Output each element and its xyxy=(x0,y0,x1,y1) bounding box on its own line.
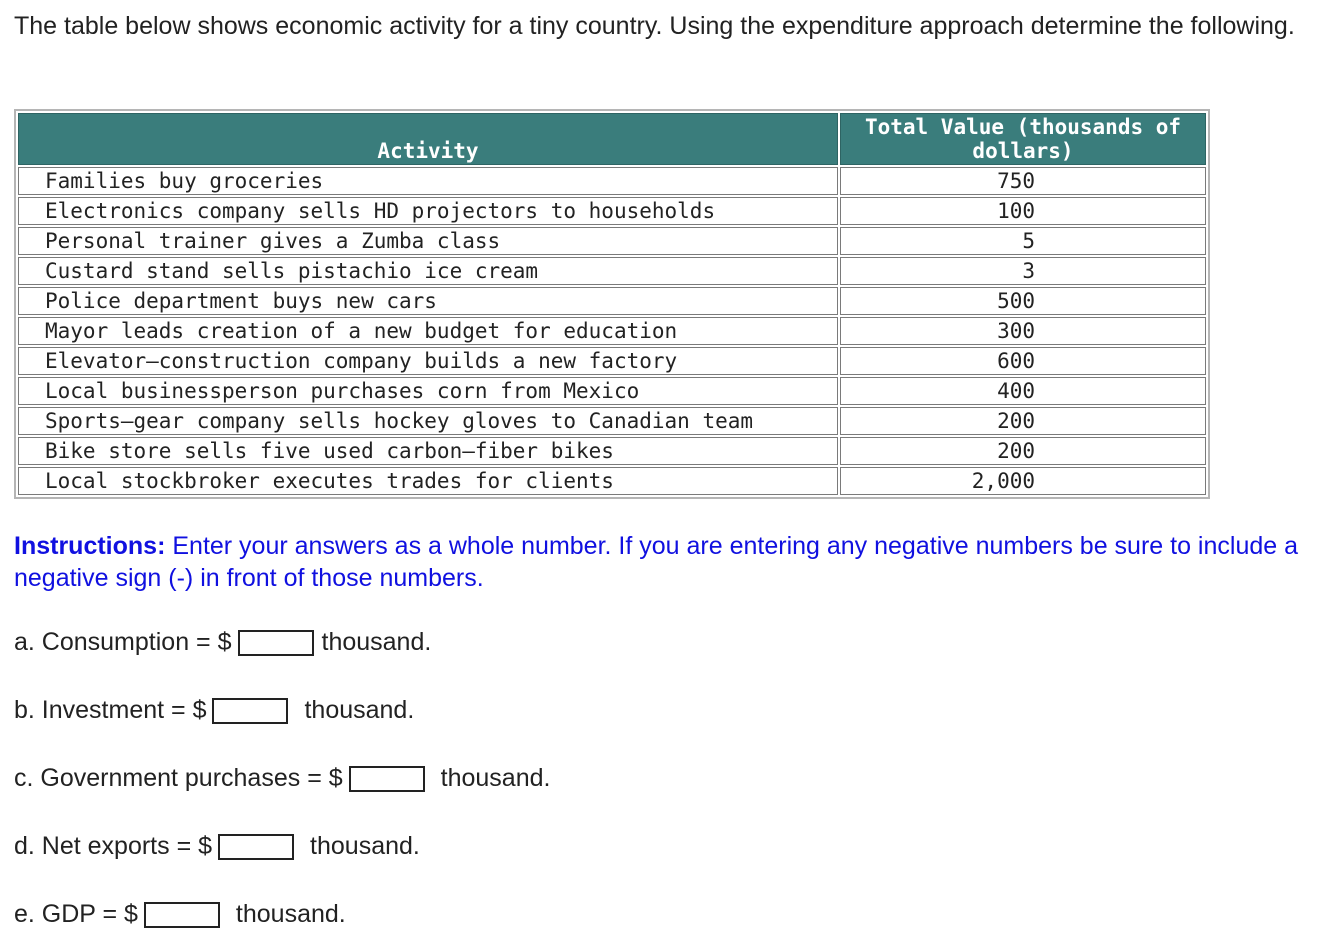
government-purchases-label: c. Government purchases = $ xyxy=(14,764,343,792)
consumption-unit: thousand. xyxy=(321,628,432,656)
value-cell: 400 xyxy=(840,377,1206,405)
gdp-unit: thousand. xyxy=(235,900,346,928)
instructions xyxy=(14,530,1314,594)
intro-text: The table below shows economic activity for a tiny country. Using the expenditure approach determine the following. xyxy=(14,12,1295,40)
net-exports-unit: thousand. xyxy=(310,832,420,860)
table-row xyxy=(18,227,1206,255)
value-header: Total Value (thousands of dollars) xyxy=(840,113,1206,165)
question-consumption xyxy=(14,627,431,657)
gdp-label: e. GDP = $ xyxy=(14,900,138,928)
government-purchases-input[interactable] xyxy=(349,766,425,792)
activity-cell: Police department buys new cars xyxy=(18,287,838,315)
value-cell: 200 xyxy=(840,437,1206,465)
table-row xyxy=(18,407,1206,435)
instructions-label: Instructions: xyxy=(14,532,166,560)
value-cell: 100 xyxy=(840,197,1206,225)
table-row xyxy=(18,437,1206,465)
activity-header: Activity xyxy=(18,113,838,165)
activity-cell: Electronics company sells HD projectors to households xyxy=(18,197,838,225)
question-gdp xyxy=(14,899,346,929)
investment-unit: thousand. xyxy=(304,696,415,724)
economic-activity-table xyxy=(14,109,1210,499)
net-exports-label: d. Net exports = $ xyxy=(14,832,213,860)
value-cell: 750 xyxy=(840,167,1206,195)
value-cell: 200 xyxy=(840,407,1206,435)
value-cell: 600 xyxy=(840,347,1206,375)
gdp-input[interactable] xyxy=(144,902,220,928)
activity-cell: Elevator–construction company builds a new factory xyxy=(18,347,838,375)
activity-cell: Mayor leads creation of a new budget for education xyxy=(18,317,838,345)
activity-cell: Bike store sells five used carbon–fiber bikes xyxy=(18,437,838,465)
question-investment xyxy=(14,695,414,725)
activity-cell: Local businessperson purchases corn from Mexico xyxy=(18,377,838,405)
consumption-input[interactable] xyxy=(238,630,314,656)
table-row xyxy=(18,377,1206,405)
activity-cell: Local stockbroker executes trades for clients xyxy=(18,467,838,495)
activity-cell: Custard stand sells pistachio ice cream xyxy=(18,257,838,285)
value-cell: 2,000 xyxy=(840,467,1206,495)
table-row xyxy=(18,347,1206,375)
government-purchases-unit: thousand. xyxy=(440,764,551,792)
table-row xyxy=(18,317,1206,345)
net-exports-input[interactable] xyxy=(218,834,294,860)
activity-cell: Sports–gear company sells hockey gloves to Canadian team xyxy=(18,407,838,435)
investment-input[interactable] xyxy=(212,698,288,724)
value-cell: 3 xyxy=(840,257,1206,285)
value-cell: 500 xyxy=(840,287,1206,315)
question-government-purchases xyxy=(14,763,550,793)
table-row xyxy=(18,167,1206,195)
value-cell: 300 xyxy=(840,317,1206,345)
value-cell: 5 xyxy=(840,227,1206,255)
activity-cell: Families buy groceries xyxy=(18,167,838,195)
consumption-label: a. Consumption = $ xyxy=(14,628,232,656)
question-net-exports xyxy=(14,831,420,861)
table-row xyxy=(18,467,1206,495)
table-row xyxy=(18,257,1206,285)
table-header-row xyxy=(18,113,1206,165)
table-row xyxy=(18,197,1206,225)
instructions-text: Enter your answers as a whole number. If you are entering any negative numbers be sure to include a negative sign (-) in front of those numbers. xyxy=(14,532,1299,592)
activity-cell: Personal trainer gives a Zumba class xyxy=(18,227,838,255)
investment-label: b. Investment = $ xyxy=(14,696,207,724)
table-row xyxy=(18,287,1206,315)
